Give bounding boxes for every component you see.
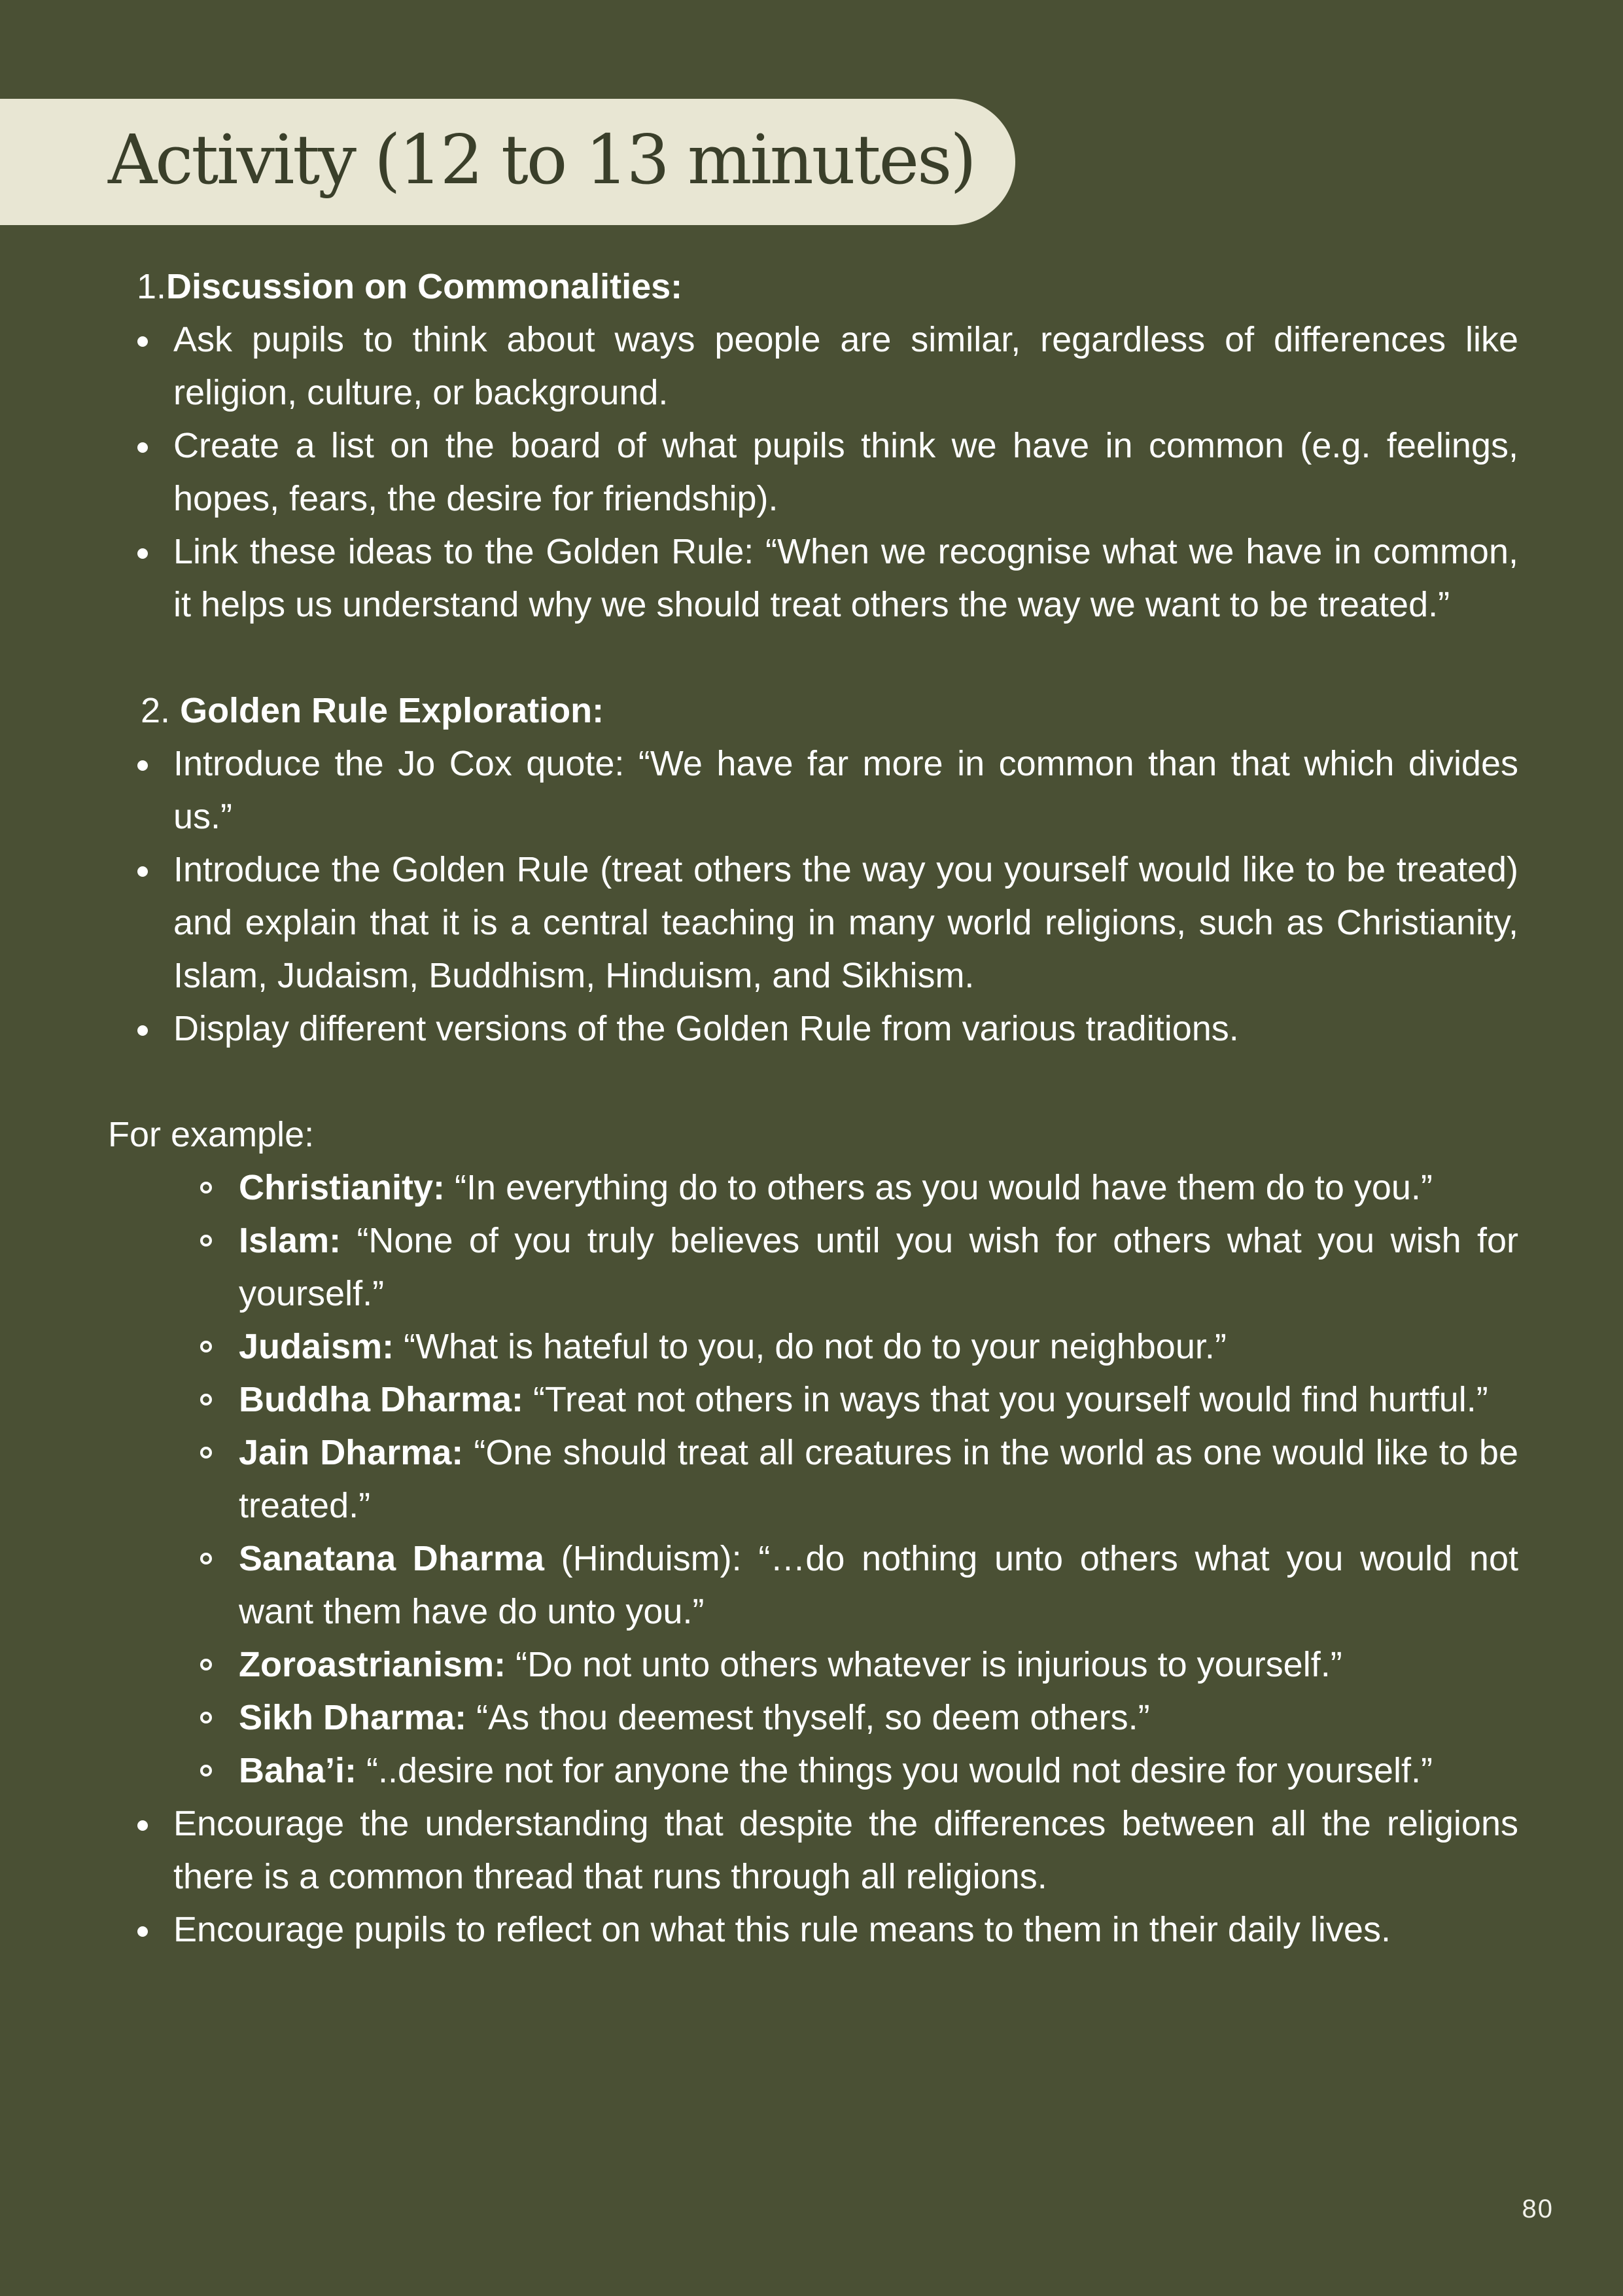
- example-item: [108, 1532, 1518, 1638]
- quote-text: “One should treat all creatures in the world as one would like to be treated.”: [239, 1433, 1518, 1525]
- religion-label: Islam:: [239, 1221, 341, 1260]
- example-item: [108, 1161, 1518, 1214]
- quote-text: (Hinduism): “…do nothing unto others what you would not want them have do unto you.”: [239, 1539, 1518, 1631]
- golden-rule-list: [108, 737, 1518, 1055]
- example-item: [108, 1638, 1518, 1691]
- religion-label: Sikh Dharma:: [239, 1698, 467, 1737]
- religion-label: Buddha Dharma:: [239, 1380, 524, 1419]
- list-item: Introduce the Golden Rule (treat others the way you yourself would like to be treated) and explain that it is a central teaching in many world religions, such as Christianity, Islam, Judaism, Buddhism, Hinduism, and Sikhism.: [108, 843, 1518, 1002]
- golden-rule-examples-list: [108, 1161, 1518, 1797]
- example-item: [108, 1426, 1518, 1532]
- section-title: Golden Rule Exploration:: [180, 691, 604, 730]
- religion-label: Zoroastrianism:: [239, 1645, 506, 1684]
- section-number: 1.: [137, 267, 167, 306]
- list-item: Link these ideas to the Golden Rule: “When we recognise what we have in common, it helps us understand why we should treat others the way we want to be treated.”: [108, 525, 1518, 631]
- religion-label: Jain Dharma:: [239, 1433, 464, 1472]
- religion-label: Judaism:: [239, 1327, 394, 1366]
- section-heading-commonalities: [108, 260, 1518, 313]
- commonalities-list: [108, 313, 1518, 631]
- example-item: [108, 1744, 1518, 1797]
- list-item: Display different versions of the Golden Rule from various traditions.: [108, 1002, 1518, 1055]
- for-example-label: For example:: [108, 1115, 315, 1154]
- section-title: Discussion on Commonalities:: [166, 267, 683, 306]
- list-item: Encourage pupils to reflect on what this rule means to them in their daily lives.: [108, 1903, 1518, 1956]
- closing-list: [108, 1797, 1518, 1956]
- religion-label: Sanatana Dharma: [239, 1539, 544, 1578]
- example-item: [108, 1214, 1518, 1320]
- example-item: [108, 1691, 1518, 1744]
- quote-text: “Do not unto others whatever is injurious to yourself.”: [506, 1645, 1342, 1684]
- title-banner: [0, 99, 1015, 225]
- religion-label: Christianity:: [239, 1168, 445, 1207]
- example-item: [108, 1373, 1518, 1426]
- quote-text: “As thou deemest thyself, so deem others.”: [466, 1698, 1150, 1737]
- list-item: Introduce the Jo Cox quote: “We have far more in common than that which divides us.”: [108, 737, 1518, 843]
- quote-text: “None of you truly believes until you wish for others what you wish for yourself.”: [239, 1221, 1518, 1313]
- list-item: Ask pupils to think about ways people are similar, regardless of differences like religion, culture, or background.: [108, 313, 1518, 419]
- section-heading-golden-rule: [108, 684, 1518, 737]
- list-item: Encourage the understanding that despite the differences between all the religions there is a common thread that runs through all religions.: [108, 1797, 1518, 1903]
- section-number: 2.: [141, 691, 171, 730]
- quote-text: “What is hateful to you, do not do to your neighbour.”: [394, 1327, 1227, 1366]
- quote-text: “..desire not for anyone the things you would not desire for yourself.”: [357, 1751, 1433, 1790]
- example-item: [108, 1320, 1518, 1373]
- page-title: Activity (12 to 13 minutes): [108, 120, 975, 200]
- quote-text: “In everything do to others as you would have them do to you.”: [445, 1168, 1433, 1207]
- religion-label: Baha’i:: [239, 1751, 357, 1790]
- quote-text: “Treat not others in ways that you yourself would find hurtful.”: [523, 1380, 1488, 1419]
- page-number: 80: [1522, 2195, 1554, 2223]
- activity-content: [108, 260, 1518, 1956]
- list-item: Create a list on the board of what pupils think we have in common (e.g. feelings, hopes, fears, the desire for friendship).: [108, 419, 1518, 525]
